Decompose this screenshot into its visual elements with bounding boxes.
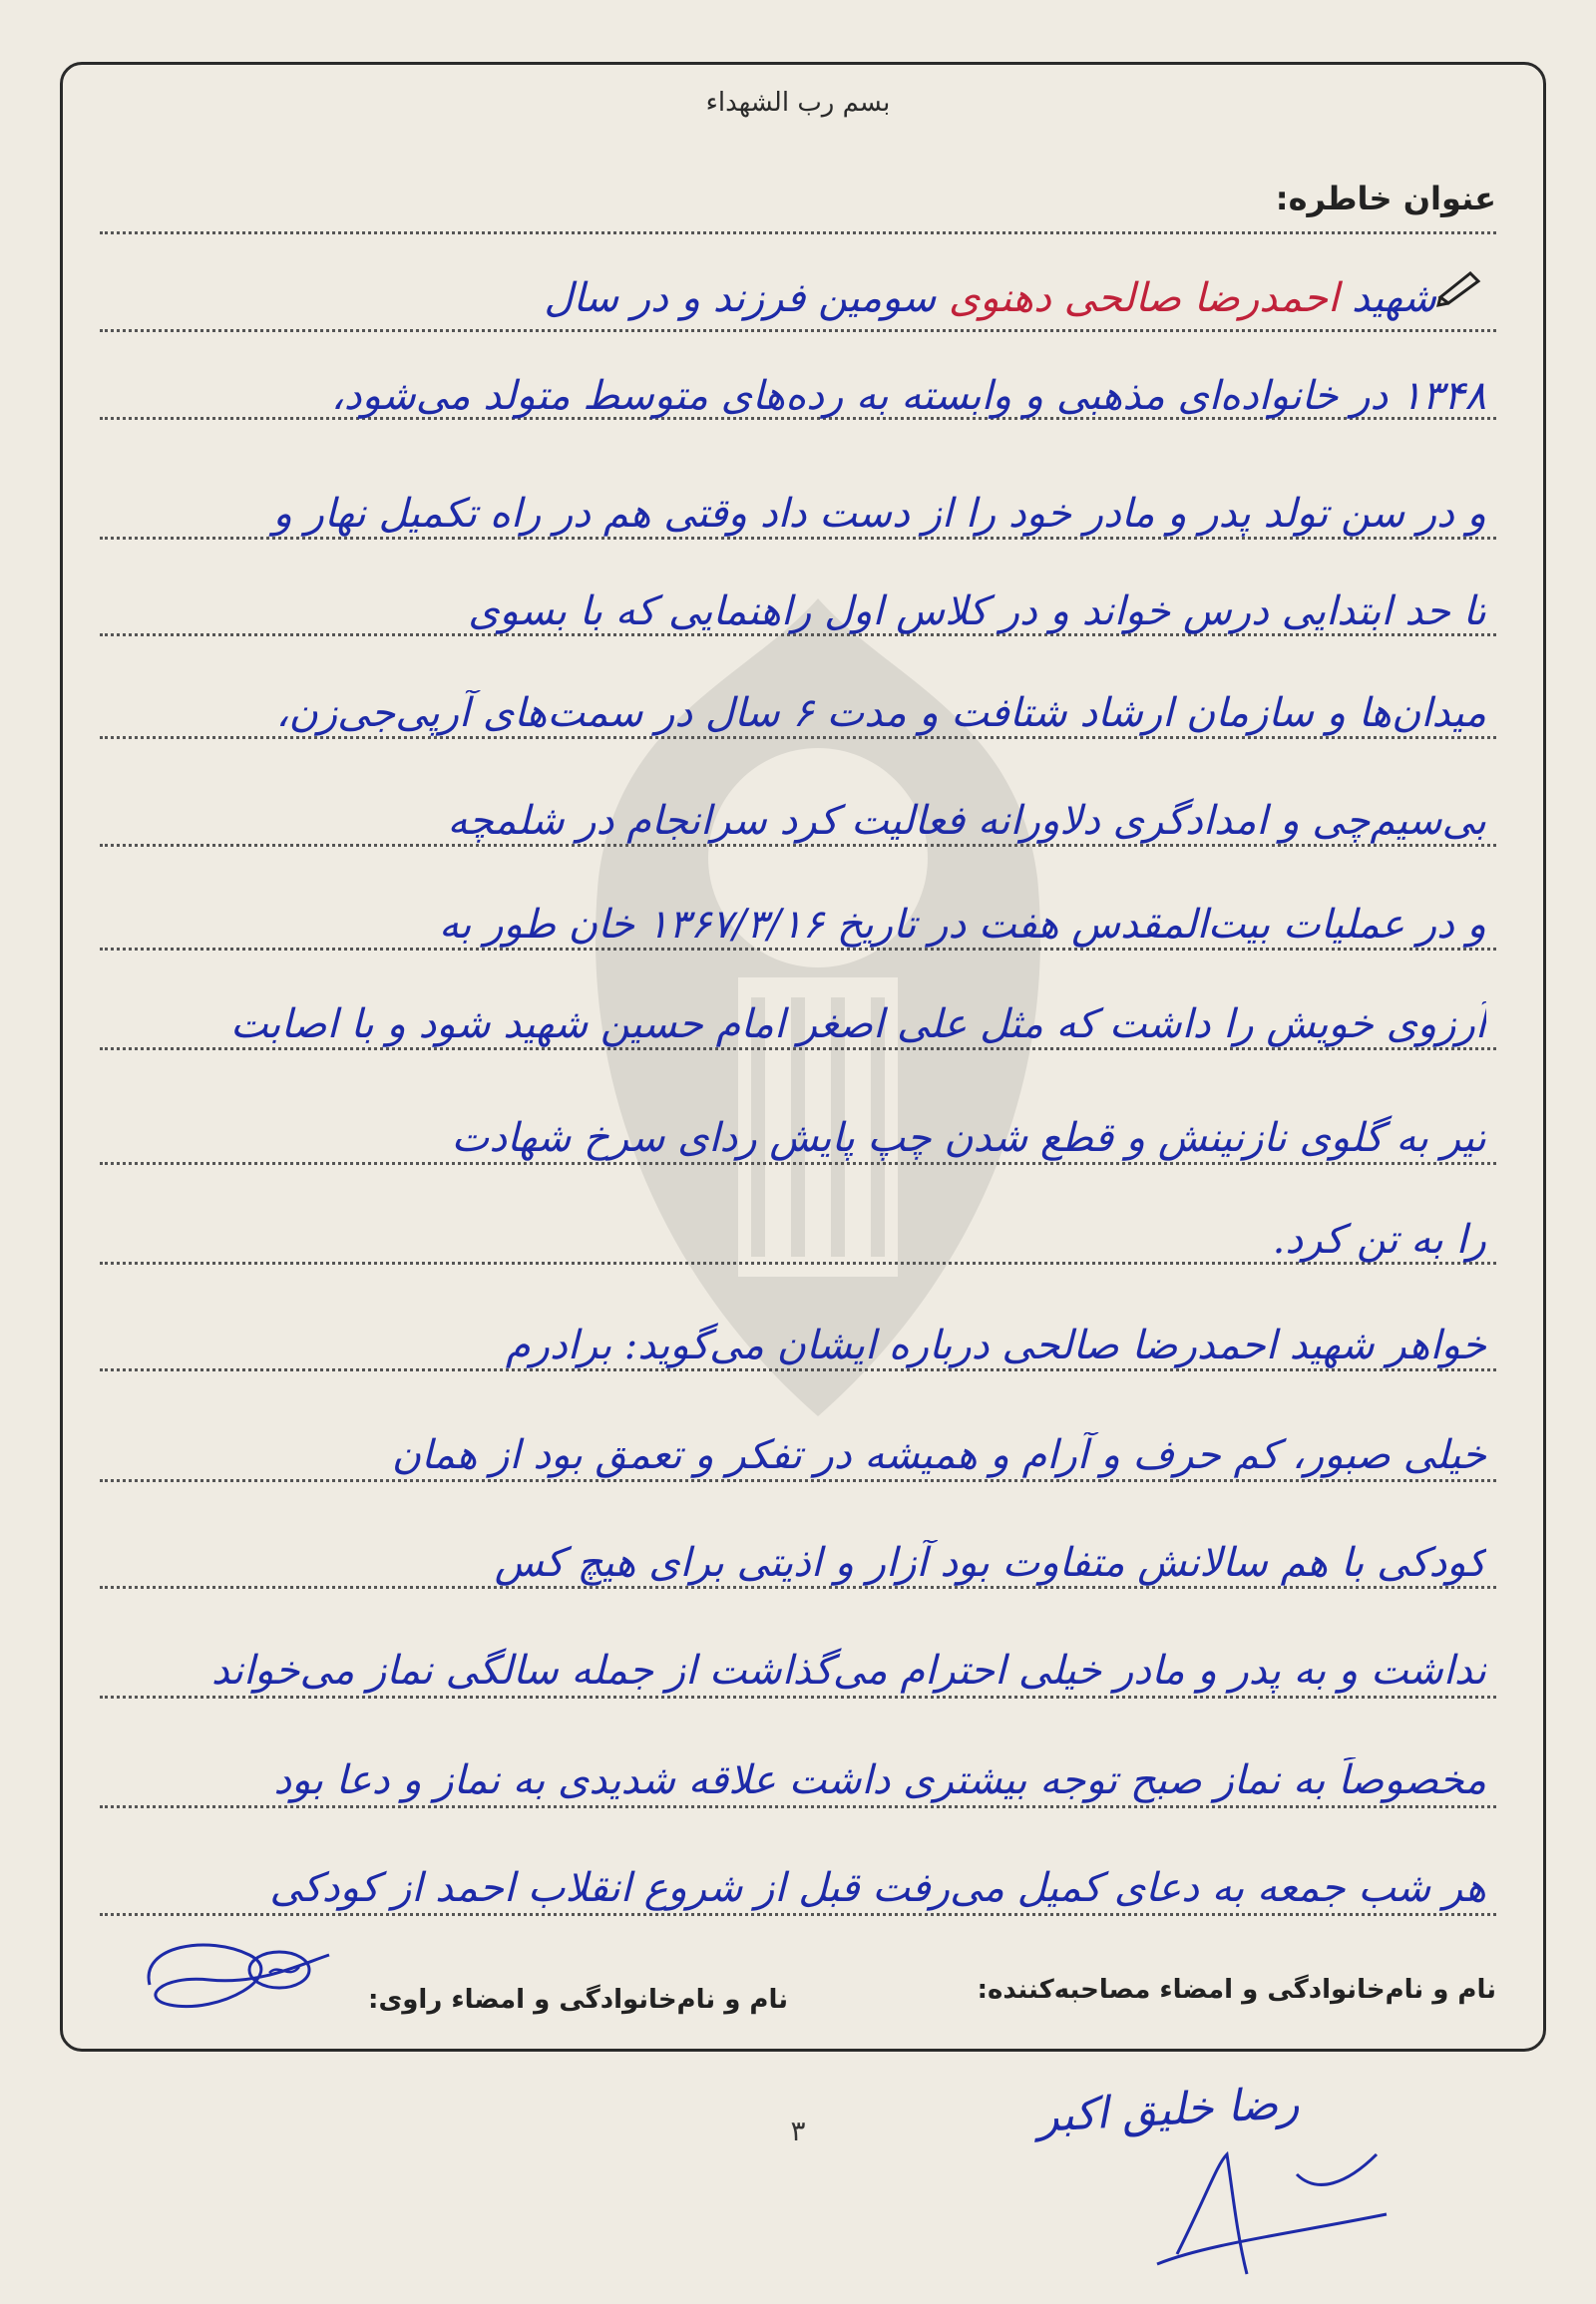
ruled-line	[100, 231, 1496, 234]
memoir-line: و در سن تولد پدر و مادر خود را از دست داد وقتی هم در راه تکمیل نهار و	[272, 491, 1486, 537]
memoir-line: هر شب جمعه به دعای کمیل می‌رفت قبل از شروع انقلاب احمد از کودکی	[269, 1865, 1486, 1911]
ruled-line	[100, 948, 1496, 951]
interviewer-signature-label: نام و نام‌خانوادگی و امضاء مصاحبه‌کننده:	[977, 1975, 1496, 2005]
memoir-line: را به تن کرد.	[1272, 1217, 1486, 1263]
interviewer-signature-icon	[1147, 2134, 1406, 2284]
ruled-line	[100, 1805, 1496, 1808]
memoir-line: خیلی صبور، کم حرف و آرام و همیشه در تفکر و تعمق بود از همان	[391, 1432, 1486, 1478]
ruled-line	[100, 1162, 1496, 1165]
memoir-line	[50, 275, 1436, 321]
ruled-line	[100, 1696, 1496, 1699]
memoir-line: بی‌سیم‌چی و امدادگری دلاورانه فعالیت کرد سرانجام در شلمچه	[447, 798, 1486, 844]
martyr-name: احمدرضا صالحی دهنوی	[948, 275, 1340, 321]
narrator-signature-label: نام و نام‌خانوادگی و امضاء راوی:	[368, 1985, 788, 2015]
basmala-heading: بسم رب الشهداء	[705, 88, 891, 118]
ruled-line	[100, 329, 1496, 332]
ruled-line	[100, 844, 1496, 847]
memoir-line: مخصوصاً به نماز صبح توجه بیشتری داشت علاقه شدیدی به نماز و دعا بود	[273, 1757, 1486, 1803]
memoir-line: نداشت و به پدر و مادر خیلی احترام می‌گذاشت از جمله سالگی نماز می‌خواند	[210, 1648, 1486, 1694]
ruled-line	[100, 1586, 1496, 1589]
ruled-line	[100, 1913, 1496, 1916]
pen-icon	[1436, 267, 1486, 307]
ruled-line	[100, 1368, 1496, 1371]
memoir-line: ۱۳۴۸ در خانواده‌ای مذهبی و وابسته به رده‌های متوسط متولد می‌شود،	[330, 373, 1486, 419]
memoir-line-prefix: شهید	[1351, 275, 1436, 321]
memoir-line: تیر به گلوی نازنینش و قطع شدن چپ پایش ردای سرخ شهادت	[451, 1115, 1486, 1161]
memoir-line: و در عملیات بیت‌المقدس هفت در تاریخ ۱۳۶۷/۳/۱۶ خان طور به	[438, 902, 1486, 948]
interviewer-signature-name: رضا خلیق اکبر	[1035, 2078, 1301, 2142]
ruled-line	[100, 736, 1496, 739]
page-number: ۳	[790, 2114, 806, 2147]
memoir-line: آرزوی خویش را داشت که مثل علی اصغر امام حسین شهید شود و با اصابت	[230, 1001, 1486, 1047]
memoir-line: خواهر شهید احمدرضا صالحی درباره ایشان می‌گوید: برادرم	[505, 1323, 1486, 1368]
memoir-line-rest: سومین فرزند و در سال	[544, 275, 937, 321]
memoir-title-label: عنوان خاطره:	[1275, 180, 1496, 217]
memoir-line: تا حد ابتدایی درس خواند و در کلاس اول راهنمایی که با بسوی	[468, 588, 1486, 634]
narrator-signature-icon	[130, 1925, 349, 2035]
ruled-line	[100, 1479, 1496, 1482]
ruled-line	[100, 1047, 1496, 1050]
memoir-line: میدان‌ها و سازمان ارشاد شتافت و مدت ۶ سال در سمت‌های آرپی‌جی‌زن،	[275, 690, 1486, 736]
ruled-line	[100, 537, 1496, 540]
memoir-line: کودکی با هم سالانش متفاوت بود آزار و اذیتی برای هیچ کس	[494, 1540, 1486, 1586]
